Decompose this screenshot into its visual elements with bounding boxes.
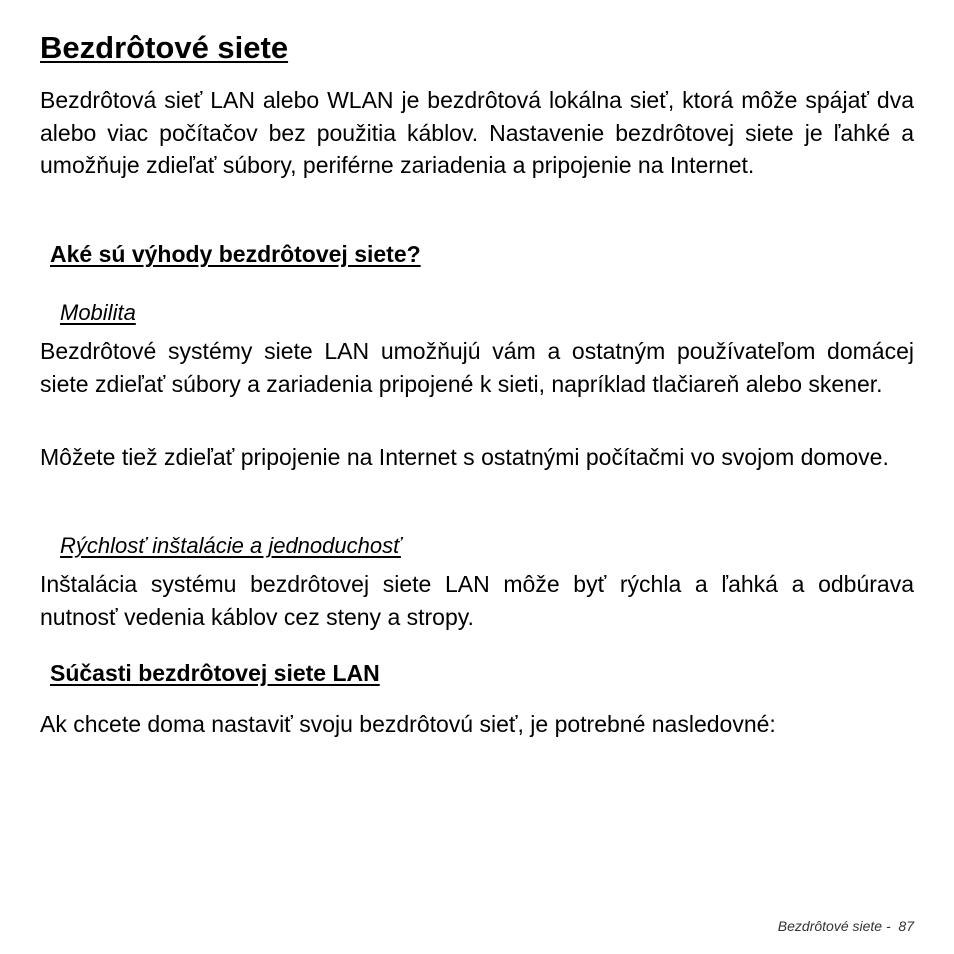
speed-paragraph: Inštalácia systému bezdrôtovej siete LAN môže byť rýchla a ľahká a odbúrava nutnosť vedenia káblov cez steny a stropy. bbox=[40, 571, 914, 630]
document-page bbox=[40, 0, 914, 954]
footer-section-name: Bezdrôtové siete - bbox=[777, 918, 891, 934]
page-footer bbox=[778, 918, 914, 934]
components-paragraph: Ak chcete doma nastaviť svoju bezdrôtovú sieť, je potrebné nasledovné: bbox=[40, 711, 776, 737]
mobility-paragraph-1: Bezdrôtové systémy siete LAN umožňujú vám a ostatným používateľom domácej siete zdieľať súbory a zariadenia pripojené k sieti, napríklad tlačiareň alebo skener. bbox=[40, 338, 914, 397]
section-heading-advantages: Aké sú výhody bezdrôtovej siete? bbox=[50, 241, 421, 267]
section-heading-components: Súčasti bezdrôtovej siete LAN bbox=[50, 660, 380, 686]
intro-paragraph: Bezdrôtová sieť LAN alebo WLAN je bezdrôtová lokálna sieť, ktorá môže spájať dva alebo viac počítačov bez použitia káblov. Nastavenie bezdrôtovej siete je ľahké a umožňuje zdieľať súbory, periférne zariadenia a pripojenie na Internet. bbox=[40, 87, 914, 178]
subheading-speed: Rýchlosť inštalácie a jednoduchosť bbox=[60, 533, 401, 558]
page-title: Bezdrôtové siete bbox=[40, 30, 289, 65]
mobility-paragraph-2: Môžete tiež zdieľať pripojenie na Internet s ostatnými počítačmi vo svojom domove. bbox=[40, 444, 889, 470]
footer-page-number: 87 bbox=[898, 918, 914, 934]
subheading-mobility: Mobilita bbox=[60, 300, 136, 325]
